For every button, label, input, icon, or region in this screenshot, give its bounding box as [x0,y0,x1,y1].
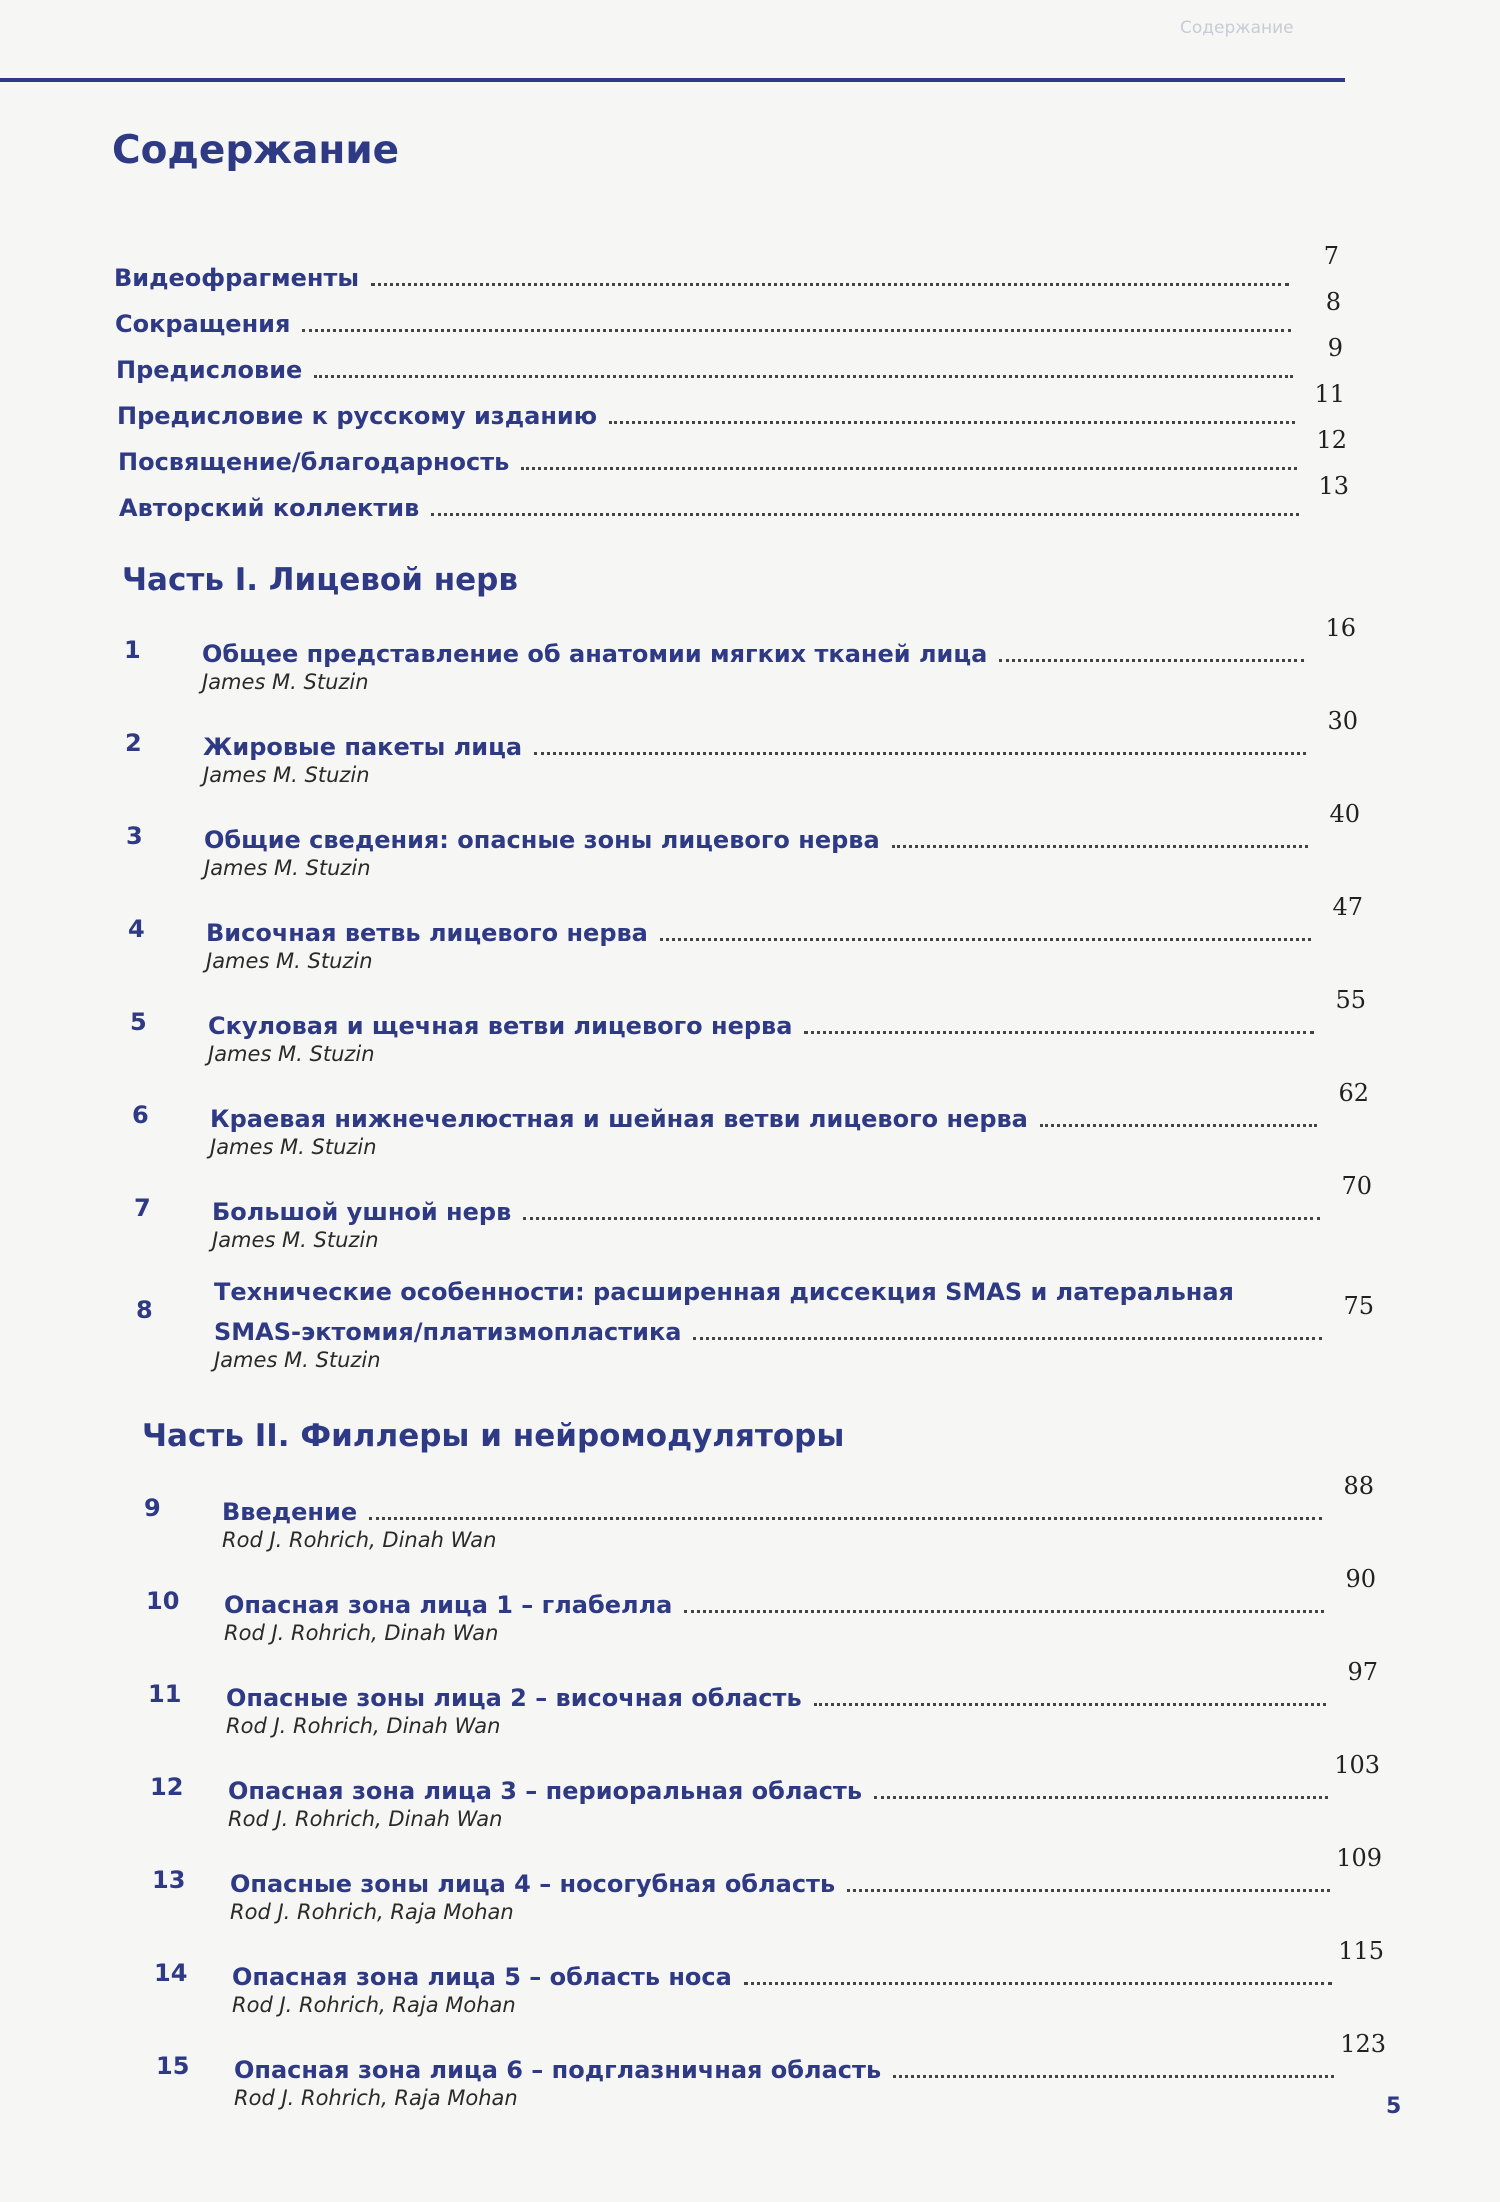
dot-leader [523,1217,1320,1220]
toc-entry-front[interactable] [116,334,1343,384]
chapter-authors: Rod J. Rohrich, Raja Mohan [234,2086,518,2110]
chapter-authors: Rod J. Rohrich, Raja Mohan [230,1900,514,1924]
chapter-page: 115 [1338,1937,1384,1965]
dot-leader [847,1889,1330,1892]
toc-entry-front[interactable] [119,472,1349,522]
chapter-authors: James M. Stuzin [214,1348,381,1372]
chapter-title: Опасные зоны лица 2 – височная область [226,1684,802,1712]
chapter-number: 14 [154,1959,188,1987]
toc-entry-title: Посвящение/благодарность [118,448,510,476]
chapter-authors: James M. Stuzin [204,856,371,880]
dot-leader [1040,1124,1317,1127]
dot-leader [609,421,1295,424]
toc-entry-title: Видеофрагменты [114,264,360,292]
toc-entry-title: Авторский коллектив [119,494,420,522]
toc-entry-page: 7 [1323,242,1339,270]
toc-entry-title: Сокращения [115,310,291,338]
chapter-page: 55 [1335,986,1366,1014]
chapter-page: 90 [1345,1565,1376,1593]
chapter-number: 9 [144,1494,161,1522]
chapter-page: 16 [1325,614,1356,642]
dot-leader [804,1031,1314,1034]
chapter-authors: James M. Stuzin [203,763,370,787]
toc-entry-front[interactable] [118,426,1347,476]
dot-leader [744,1982,1332,1985]
chapter-page: 70 [1341,1172,1372,1200]
toc-entry-front[interactable] [115,288,1341,338]
dot-leader [999,659,1304,662]
toc-entry-front[interactable] [117,380,1345,430]
chapter-authors: James M. Stuzin [210,1135,377,1159]
dot-leader [684,1610,1324,1613]
chapter-number: 5 [130,1008,147,1036]
dot-leader [874,1796,1328,1799]
chapter-number: 6 [132,1101,149,1129]
chapter-number: 10 [146,1587,180,1615]
chapter-title: Технические особенности: расширенная диссекция SMAS и латеральная [214,1278,1234,1306]
chapter-number: 7 [134,1194,151,1222]
toc-entry-page: 11 [1314,380,1345,408]
dot-leader [314,375,1293,378]
part-heading: Часть II. Филлеры и нейромодуляторы [142,1418,845,1454]
chapter-page: 47 [1332,893,1363,921]
toc-entry-front[interactable] [114,242,1339,292]
chapter-title: Опасная зона лица 3 – периоральная область [228,1777,863,1805]
toc-entry-page: 12 [1316,426,1347,454]
dot-leader [693,1337,1322,1340]
chapter-title: Общие сведения: опасные зоны лицевого нерва [204,826,880,854]
dot-leader [369,1517,1322,1520]
chapter-page: 103 [1334,1751,1380,1779]
dot-leader [371,283,1289,286]
dot-leader [534,752,1306,755]
chapter-title: Общее представление об анатомии мягких тканей лица [202,640,988,668]
top-rule [0,78,1345,82]
chapter-title: Опасные зоны лица 4 – носогубная область [230,1870,836,1898]
chapter-authors: James M. Stuzin [206,949,373,973]
chapter-authors: Rod J. Rohrich, Raja Mohan [232,1993,516,2017]
chapter-number: 1 [124,636,141,664]
chapter-page: 123 [1340,2030,1386,2058]
chapter-authors: Rod J. Rohrich, Dinah Wan [226,1714,501,1738]
part-heading: Часть I. Лицевой нерв [122,562,518,598]
toc-entry-page: 9 [1327,334,1343,362]
chapter-page: 97 [1347,1658,1378,1686]
dot-leader [431,513,1299,516]
dot-leader [660,938,1311,941]
chapter-number: 3 [126,822,143,850]
dot-leader [814,1703,1326,1706]
chapter-authors: Rod J. Rohrich, Dinah Wan [228,1807,503,1831]
chapter-page: 88 [1343,1472,1374,1500]
chapter-page: 30 [1327,707,1358,735]
chapter-authors: Rod J. Rohrich, Dinah Wan [224,1621,499,1645]
toc-entry-title: Предисловие к русскому изданию [117,402,598,430]
toc-entry-page: 8 [1325,288,1341,316]
chapter-title-continued: SMAS-эктомия/платизмопластика [214,1318,682,1346]
dot-leader [521,467,1297,470]
chapter-page: 75 [1343,1292,1374,1320]
chapter-title: Височная ветвь лицевого нерва [206,919,648,947]
chapter-number: 8 [136,1296,153,1324]
chapter-authors: James M. Stuzin [208,1042,375,1066]
toc-entry-page: 13 [1318,472,1349,500]
chapter-title: Жировые пакеты лица [203,733,523,761]
chapter-number: 2 [125,729,142,757]
running-head: Содержание [1180,18,1294,38]
chapter-title: Опасная зона лица 6 – подглазничная область [234,2056,882,2084]
chapter-title: Опасная зона лица 5 – область носа [232,1963,732,1991]
chapter-number: 4 [128,915,145,943]
chapter-title: Скуловая и щечная ветви лицевого нерва [208,1012,793,1040]
toc-entry-title: Предисловие [116,356,303,384]
chapter-authors: James M. Stuzin [212,1228,379,1252]
page-number: 5 [1386,2094,1402,2119]
dot-leader [893,2075,1334,2078]
chapter-authors: James M. Stuzin [202,670,369,694]
toc-chapter[interactable] [136,1266,1374,1386]
chapter-page: 62 [1338,1079,1369,1107]
chapter-authors: Rod J. Rohrich, Dinah Wan [222,1528,497,1552]
chapter-title: Опасная зона лица 1 – глабелла [224,1591,673,1619]
chapter-number: 12 [150,1773,184,1801]
chapter-page: 40 [1329,800,1360,828]
chapter-title: Большой ушной нерв [212,1198,512,1226]
page-title: Содержание [112,128,400,173]
chapter-number: 11 [148,1680,182,1708]
chapter-number: 15 [156,2052,190,2080]
chapter-title: Введение [222,1498,358,1526]
chapter-title: Краевая нижнечелюстная и шейная ветви лицевого нерва [210,1105,1028,1133]
dot-leader [892,845,1308,848]
chapter-number: 13 [152,1866,186,1894]
dot-leader [302,329,1291,332]
chapter-page: 109 [1336,1844,1382,1872]
